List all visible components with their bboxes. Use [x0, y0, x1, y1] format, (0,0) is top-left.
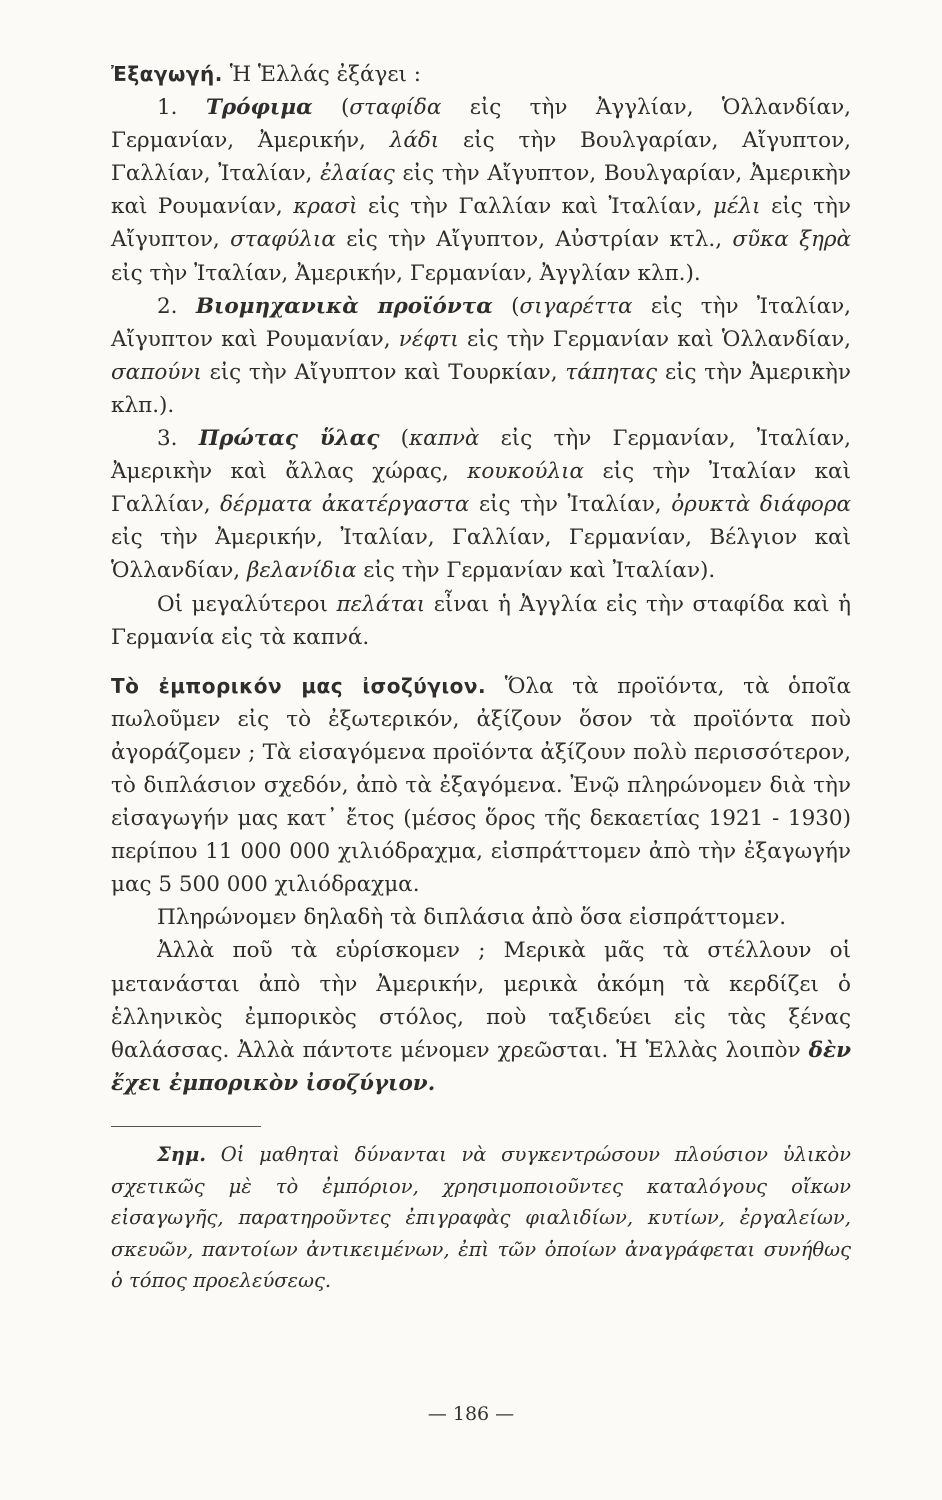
- text-run: εἶναι ἡ Ἀγγλία εἰς τὴν σταφίδα καὶ ἡ Γερμανία εἰς τὰ καπνά.: [111, 591, 852, 650]
- item-number: 1.: [157, 95, 178, 121]
- italic-term: σταφίδα: [349, 95, 442, 121]
- italic-term: κουκούλια: [467, 459, 585, 485]
- text-run: εἰς τὴν Βουλγαρίαν, Αἴγυπτον, Γαλλίαν, Ἰταλίαν,: [111, 128, 851, 187]
- text-run: εἰς τὴν Αἴγυπτον καὶ Τουρκίαν,: [201, 359, 566, 385]
- item-number: 3.: [157, 426, 178, 452]
- text-run: εἰς τὴν Ἰταλίαν, Αἴγυπτον καὶ Ρουμανίαν,: [111, 293, 851, 352]
- text-run: (: [492, 293, 520, 319]
- text-run: εἰς τὴν Γερμανίαν καὶ Ὁλλανδίαν,: [458, 326, 852, 352]
- italic-term: σταφύλια: [230, 227, 336, 253]
- export-item-1: [111, 91, 851, 290]
- note-label: Σημ.: [157, 1142, 207, 1166]
- item-title: Βιομηχανικὰ προϊόντα: [195, 293, 493, 319]
- italic-term: σῦκα ξηρὰ: [732, 227, 851, 253]
- text-run: εἰς τὴν Ἀμερικήν, Ἰταλίαν, Γαλλίαν, Γερμανίαν, Βέλγιον καὶ Ὁλλανδίαν,: [111, 525, 851, 584]
- text-run: εἰς τὴν Ἀμερικὴν κλπ.).: [111, 359, 851, 418]
- italic-term: νέφτι: [398, 326, 459, 352]
- text-run: εἰς τὴν Γερμανίαν καὶ Ἰταλίαν).: [356, 558, 716, 584]
- trade-conclusion: δὲν ἔχει ἐμπορικὸν ἰσοζύγιον.: [111, 1037, 851, 1096]
- export-heading: Ἐξαγωγή.: [111, 62, 223, 86]
- trade-paragraph-2: [111, 901, 851, 934]
- text-run: εἰς τὴν Αἴγυπτον, Αὐστρίαν κτλ.,: [335, 227, 733, 253]
- text-run: (: [312, 95, 350, 121]
- italic-term: λάδι: [389, 128, 440, 154]
- item-title: Πρώτας ὕλας: [198, 426, 380, 452]
- italic-term: κρασὶ: [293, 194, 358, 220]
- trade-text-1: Ὅλα τὰ προϊόντα, τὰ ὁποῖα πωλοῦμεν εἰς τὸ ἐξωτερικόν, ἀξίζουν ὅσον τὰ προϊόντα ποὺ ἀγοράζομεν ; Τὰ εἰσαγόμενα προϊόντα ἀξίζουν πολὺ περισσότερον, τὸ διπλάσιον σχεδόν, ἀπὸ τὰ ἐξαγόμενα. Ἐνῷ πληρώνομεν διὰ τὴν εἰσαγωγήν μας κατ᾽ ἔτος (μέσος ὅρος τῆς δεκαετίας 1921 - 1930) περίπου 11 000 000 χιλιόδραχμα, εἰσπράττομεν ἀπὸ τὴν ἐξαγωγήν μας 5 500 000 χιλιόδραχμα.: [111, 673, 851, 898]
- text-run: Οἱ μεγαλύτεροι: [157, 591, 337, 617]
- largest-customers-text: [111, 592, 851, 650]
- text-run: εἰς τὴν Ἀγγλίαν, Ὁλλανδίαν, Γερμανίαν, Ἀμερικήν,: [111, 95, 851, 154]
- trade-heading: Τὸ ἐμπορικόν μας ἰσοζύγιον.: [111, 673, 487, 698]
- page-body: [111, 58, 851, 1297]
- page-number: — 186 —: [427, 1403, 515, 1425]
- trade-text-3: Ἀλλὰ ποῦ τὰ εὑρίσκομεν ; Μερικὰ μᾶς τὰ στέλλουν οἱ μετανάσται ἀπὸ τὴν Ἀμερικήν, μερικὰ ἀκόμη τὰ κερδίζει ὁ ἑλληνικὸς ἐμπορικὸς στόλος, ποὺ ταξιδεύει εἰς τὰς ξένας θαλάσσας. Ἀλλὰ πάντοτε μένομεν χρεῶσται. Ἡ Ἑλλὰς λοιπὸν: [111, 938, 851, 1063]
- italic-term: δέρματα ἀκατέργαστα: [220, 492, 470, 518]
- note-paragraph: [111, 1139, 851, 1297]
- export-intro-text: Ἡ Ἑλλάς ἐξάγει :: [229, 62, 421, 87]
- italic-term: σιγαρέττα: [519, 293, 633, 319]
- italic-term: βελανίδια: [246, 558, 357, 584]
- export-item-2: [111, 290, 851, 422]
- italic-term: ἐλαίας: [320, 161, 395, 187]
- text-run: εἰς τὴν Αἴγυπτον, Βουλγαρίαν, Ἀμερικὴν καὶ Ρουμανίαν,: [111, 161, 851, 220]
- item-title: Τρόφιμα: [205, 95, 313, 121]
- export-item-3: [111, 422, 851, 587]
- italic-term: καπνὰ: [409, 426, 480, 452]
- italic-term: σαπούνι: [111, 359, 202, 385]
- note-text: Οἱ μαθηταὶ δύνανται νὰ συγκεντρώσουν πλούσιον ὑλικὸν σχετικῶς μὲ τὸ ἐμπόριον, χρησιμοποιοῦντες καταλόγους οἴκων εἰσαγωγῆς, παρατηροῦντες ἐπιγραφὰς φιαλιδίων, κυτίων, ἐργαλείων, σκευῶν, παντοίων ἀντικειμένων, ἐπὶ τῶν ὁποίων ἀναγράφεται συνήθως ὁ τόπος προελεύσεως.: [111, 1142, 851, 1293]
- note-divider: [111, 1126, 261, 1127]
- italic-term: πελάται: [336, 591, 426, 617]
- export-intro: [111, 58, 851, 91]
- item-number: 2.: [157, 293, 178, 319]
- trade-balance-paragraph: [111, 670, 851, 902]
- trade-paragraph-3: [111, 934, 851, 1099]
- text-run: εἰς τὴν Ἰταλίαν,: [469, 492, 672, 518]
- text-run: εἰς τὴν Αἴγυπτον,: [111, 194, 851, 253]
- text-run: εἰς τὴν Ἰταλίαν, Ἀμερικήν, Γερμανίαν, Ἀγγλίαν κλπ.).: [111, 260, 701, 286]
- text-run: εἰς τὴν Ἰταλίαν καὶ Γαλλίαν,: [111, 459, 851, 518]
- italic-term: μέλι: [713, 194, 761, 220]
- largest-customers: [111, 588, 851, 654]
- text-run: εἰς τὴν Γερμανίαν, Ἰταλίαν, Ἀμερικὴν καὶ ἄλλας χώρας,: [111, 426, 851, 485]
- text-run: (: [379, 426, 410, 452]
- text-run: εἰς τὴν Γαλλίαν καὶ Ἰταλίαν,: [357, 194, 714, 220]
- italic-term: τάπητας: [565, 359, 658, 385]
- italic-term: ὀρυκτὰ διάφορα: [671, 492, 851, 518]
- trade-text-2: Πληρώνομεν δηλαδὴ τὰ διπλάσια ἀπὸ ὅσα εἰσπράττομεν.: [157, 905, 787, 931]
- item-text: [111, 95, 851, 285]
